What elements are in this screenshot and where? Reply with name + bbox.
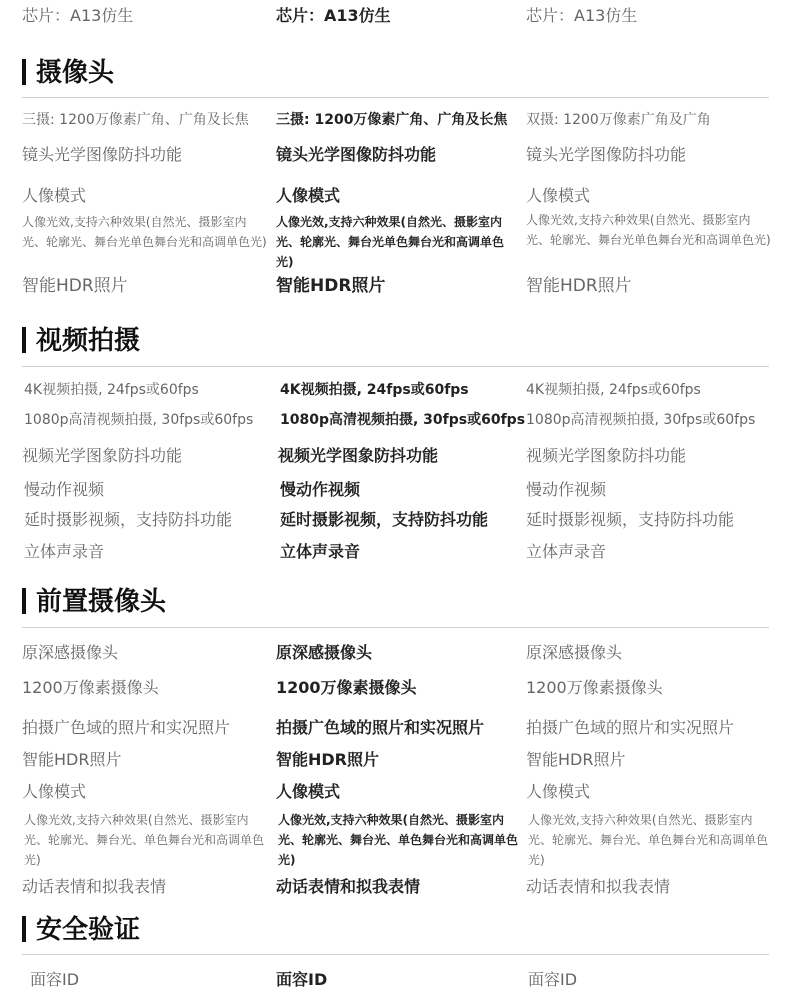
video-spec: 1080p高清视频拍摄, 30fps或60fps [280,412,526,428]
front-camera-spec: 原深感摄像头 [276,643,373,662]
divider [22,366,769,367]
front-camera-spec: 拍摄广色域的照片和实况照片 [276,718,485,737]
video-spec: 1080p高清视频拍摄, 30fps或60fps [526,412,756,428]
front-camera-spec: 动话表情和拟我表情 [526,877,671,896]
camera-spec: 人像模式 [526,186,591,205]
front-camera-spec: 智能HDR照片 [22,750,122,769]
camera-spec-detail: 人像光效,支持六种效果(自然光、摄影室内光、轮廓光、舞台光单色舞台光和高调单色光) [276,215,505,269]
security-spec: 面容ID [30,970,80,989]
heading-bar [22,588,26,614]
video-spec: 延时摄影视频，支持防抖功能 [24,510,233,529]
video-spec: 视频光学图象防抖功能 [526,446,687,465]
security-spec: 面容ID [276,970,328,989]
security-spec: 面容ID [528,970,578,989]
heading-bar [22,59,26,85]
video-spec: 4K视频拍摄, 24fps或60fps [526,382,701,398]
chip-spec: 芯片：A13仿生 [526,6,638,25]
video-spec: 1080p高清视频拍摄, 30fps或60fps [24,412,254,428]
front-camera-spec: 拍摄广色域的照片和实况照片 [22,718,231,737]
video-spec: 4K视频拍摄, 24fps或60fps [24,382,199,398]
camera-spec: 镜头光学图像防抖功能 [22,145,183,164]
front-camera-spec: 1200万像素摄像头 [22,678,159,697]
section-title: 摄像头 [36,58,115,88]
divider [22,954,769,955]
camera-spec: 人像模式 [22,186,87,205]
video-spec: 视频光学图象防抖功能 [278,446,439,465]
section-title: 视频拍摄 [36,326,141,356]
front-camera-spec: 人像模式 [22,782,87,801]
section-title: 安全验证 [36,915,141,945]
divider [22,97,769,98]
front-camera-spec-detail: 人像光效,支持六种效果(自然光、摄影室内光、轮廓光、舞台光、单色舞台光和高调单色光) [24,813,265,867]
video-spec: 立体声录音 [280,542,361,561]
front-camera-spec: 智能HDR照片 [276,750,379,769]
camera-spec: 镜头光学图像防抖功能 [276,145,437,164]
video-spec: 立体声录音 [24,542,105,561]
divider [22,627,769,628]
front-camera-spec: 人像模式 [526,782,591,801]
section-title: 前置摄像头 [36,587,167,617]
heading-bar [22,916,26,942]
camera-spec: 智能HDR照片 [526,276,632,296]
front-camera-spec: 人像模式 [276,782,341,801]
chip-spec: 芯片：A13仿生 [276,6,391,25]
camera-spec: 双摄: 1200万像素广角及广角 [526,112,711,128]
video-spec: 立体声录音 [526,542,607,561]
section-heading-camera [22,52,114,89]
video-spec: 慢动作视频 [526,480,607,499]
video-spec: 4K视频拍摄, 24fps或60fps [280,382,469,398]
camera-spec-detail: 人像光效,支持六种效果(自然光、摄影室内光、轮廓光、舞台光单色舞台光和高调单色光) [22,215,267,249]
video-spec: 慢动作视频 [280,480,361,499]
front-camera-spec: 原深感摄像头 [22,643,119,662]
front-camera-spec: 1200万像素摄像头 [526,678,663,697]
camera-spec: 智能HDR照片 [276,276,386,296]
front-camera-spec: 1200万像素摄像头 [276,678,417,697]
video-spec: 慢动作视频 [24,480,105,499]
section-heading-security [22,909,140,946]
camera-spec: 智能HDR照片 [22,276,128,296]
heading-bar [22,327,26,353]
front-camera-spec: 动话表情和拟我表情 [276,877,421,896]
front-camera-spec-detail: 人像光效,支持六种效果(自然光、摄影室内光、轮廓光、舞台光、单色舞台光和高调单色光) [528,813,769,867]
front-camera-spec: 原深感摄像头 [526,643,623,662]
video-spec: 延时摄影视频，支持防抖功能 [280,510,489,529]
video-spec: 延时摄影视频，支持防抖功能 [526,510,735,529]
front-camera-spec-detail: 人像光效,支持六种效果(自然光、摄影室内光、轮廓光、舞台光、单色舞台光和高调单色光) [278,813,519,867]
camera-spec: 人像模式 [276,186,341,205]
front-camera-spec: 智能HDR照片 [526,750,626,769]
front-camera-spec: 拍摄广色域的照片和实况照片 [526,718,735,737]
camera-spec: 三摄: 1200万像素广角、广角及长焦 [276,112,508,128]
chip-spec: 芯片：A13仿生 [22,6,134,25]
camera-spec: 三摄: 1200万像素广角、广角及长焦 [22,112,249,128]
section-heading-front-camera [22,581,166,618]
section-heading-video [22,320,140,357]
front-camera-spec: 动话表情和拟我表情 [22,877,167,896]
camera-spec-detail: 人像光效,支持六种效果(自然光、摄影室内光、轮廓光、舞台光单色舞台光和高调单色光) [526,213,771,247]
video-spec: 视频光学图象防抖功能 [22,446,183,465]
camera-spec: 镜头光学图像防抖功能 [526,145,687,164]
